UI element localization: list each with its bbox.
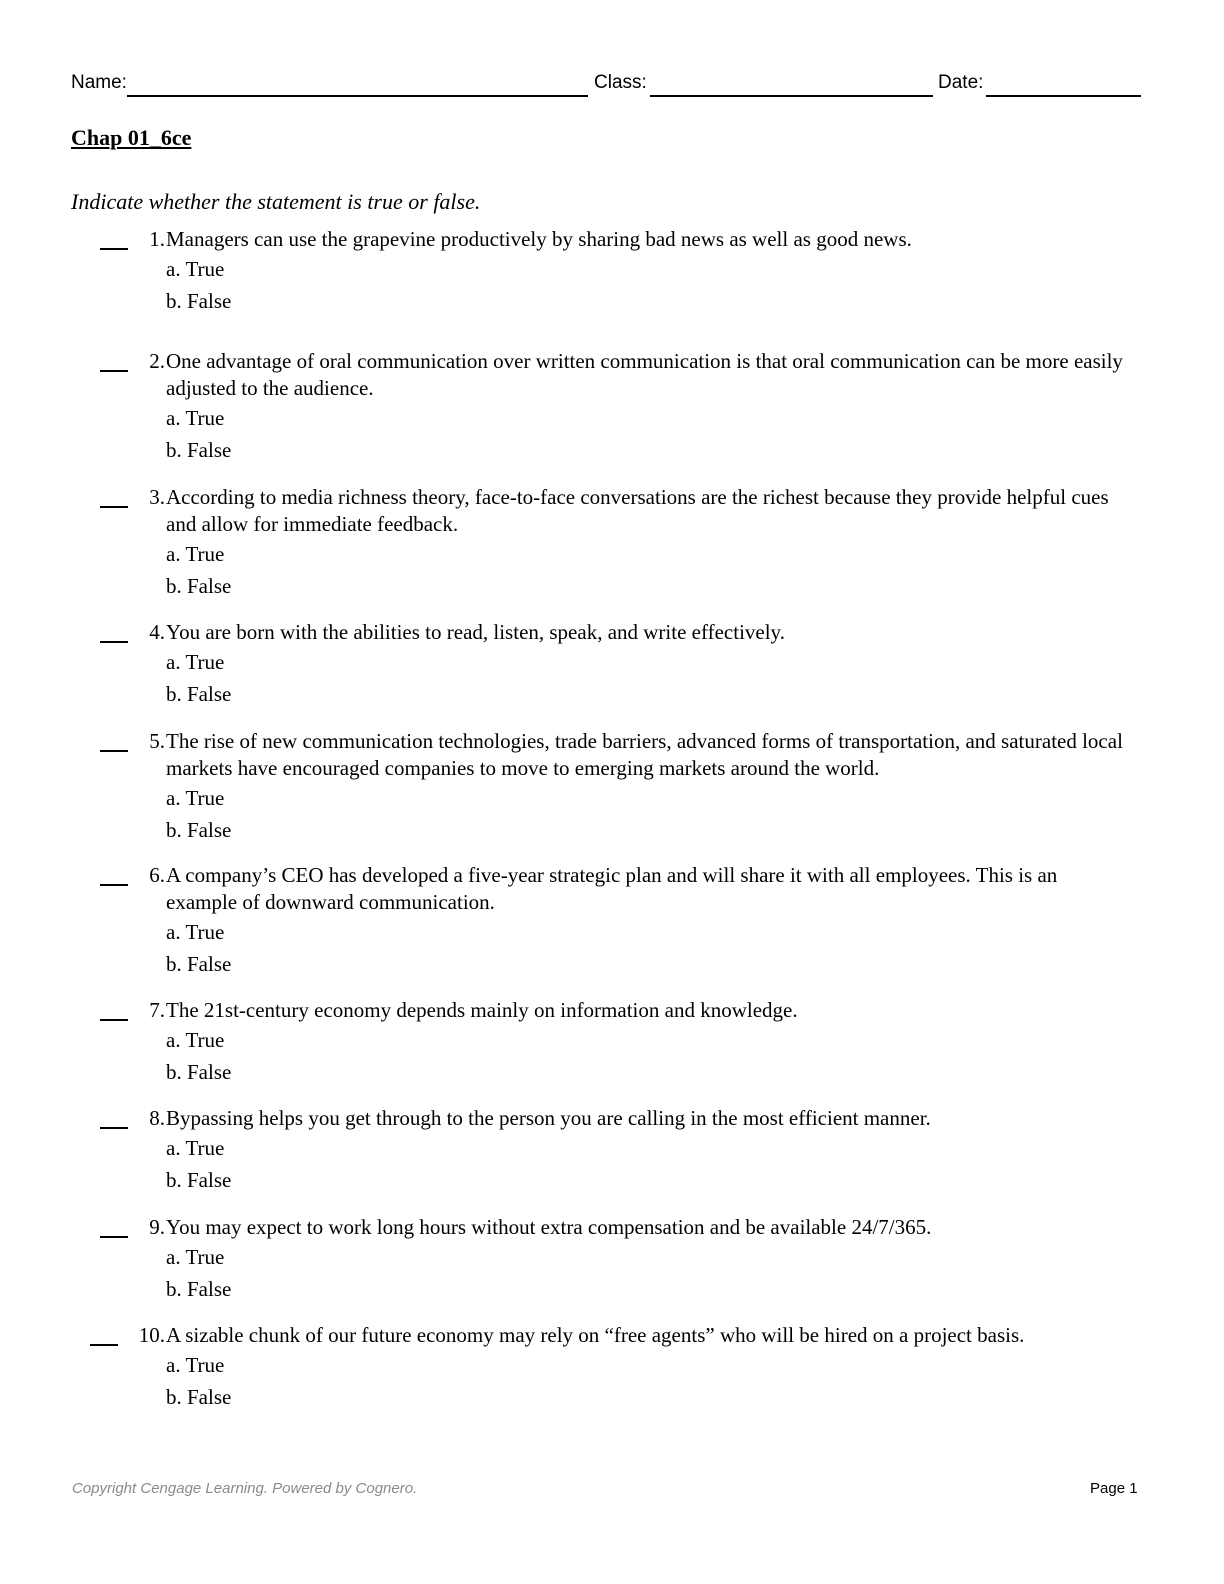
option-false: b. False — [166, 289, 232, 313]
question-text: You may expect to work long hours without extra compensation and be available 24/7/365. — [166, 1215, 932, 1239]
option-true: a. True — [166, 542, 225, 566]
name-field[interactable] — [127, 95, 588, 97]
option-false: b. False — [166, 574, 232, 598]
date-label: Date: — [938, 72, 984, 93]
option-true: a. True — [166, 1353, 225, 1377]
answer-blank[interactable] — [90, 1344, 118, 1346]
option-true: a. True — [166, 257, 225, 281]
option-true: a. True — [166, 786, 225, 810]
answer-blank[interactable] — [100, 884, 128, 886]
question-number: 10. — [138, 1323, 165, 1347]
name-label: Name: — [71, 72, 127, 93]
option-false: b. False — [166, 952, 232, 976]
question-text: Bypassing helps you get through to the person you are calling in the most efficient manner. — [166, 1106, 931, 1130]
answer-blank[interactable] — [100, 506, 128, 508]
page-number: Page 1 — [1090, 1480, 1138, 1497]
question-text: A sizable chunk of our future economy may rely on “free agents” who will be hired on a project basis. — [166, 1323, 1025, 1347]
copyright-notice: Copyright Cengage Learning. Powered by Cognero. — [72, 1480, 418, 1497]
answer-blank[interactable] — [100, 750, 128, 752]
student-info-header — [71, 72, 1141, 98]
answer-blank[interactable] — [100, 1019, 128, 1021]
option-true: a. True — [166, 920, 225, 944]
question-number: 6. — [149, 863, 165, 887]
option-false: b. False — [166, 1385, 232, 1409]
instructions: Indicate whether the statement is true or false. — [71, 189, 481, 214]
option-false: b. False — [166, 682, 232, 706]
answer-blank[interactable] — [100, 641, 128, 643]
option-true: a. True — [166, 1245, 225, 1269]
question-number: 1. — [149, 227, 165, 251]
page-title: Chap 01_6ce — [71, 125, 192, 150]
option-false: b. False — [166, 1277, 232, 1301]
question-text: The rise of new communication technologies, trade barriers, advanced forms of transportation, and saturated local markets have encouraged companies to move to emerging markets around the world. — [166, 729, 1123, 780]
question-text: The 21st-century economy depends mainly on information and knowledge. — [166, 998, 798, 1022]
option-false: b. False — [166, 438, 232, 462]
answer-blank[interactable] — [100, 1236, 128, 1238]
date-field[interactable] — [986, 95, 1141, 97]
answer-blank[interactable] — [100, 370, 128, 372]
question-number: 9. — [149, 1215, 165, 1239]
question-text: According to media richness theory, face-to-face conversations are the richest because they provide helpful cues and allow for immediate feedback. — [166, 485, 1109, 536]
question-text: You are born with the abilities to read, listen, speak, and write effectively. — [166, 620, 785, 644]
question-number: 7. — [149, 998, 165, 1022]
option-false: b. False — [166, 818, 232, 842]
question-number: 8. — [149, 1106, 165, 1130]
question-text: Managers can use the grapevine productively by sharing bad news as well as good news. — [166, 227, 912, 251]
question-number: 2. — [149, 349, 165, 373]
question-number: 3. — [149, 485, 165, 509]
option-true: a. True — [166, 1028, 225, 1052]
answer-blank[interactable] — [100, 248, 128, 250]
option-false: b. False — [166, 1168, 232, 1192]
option-true: a. True — [166, 650, 225, 674]
option-false: b. False — [166, 1060, 232, 1084]
question-text: One advantage of oral communication over written communication is that oral communication can be more easily adjusted to the audience. — [166, 349, 1123, 400]
option-true: a. True — [166, 406, 225, 430]
class-field[interactable] — [650, 95, 933, 97]
class-label: Class: — [594, 72, 647, 93]
question-number: 4. — [149, 620, 165, 644]
question-text: A company’s CEO has developed a five-year strategic plan and will share it with all employees. This is an example of downward communication. — [166, 863, 1058, 914]
answer-blank[interactable] — [100, 1127, 128, 1129]
question-number: 5. — [149, 729, 165, 753]
option-true: a. True — [166, 1136, 225, 1160]
